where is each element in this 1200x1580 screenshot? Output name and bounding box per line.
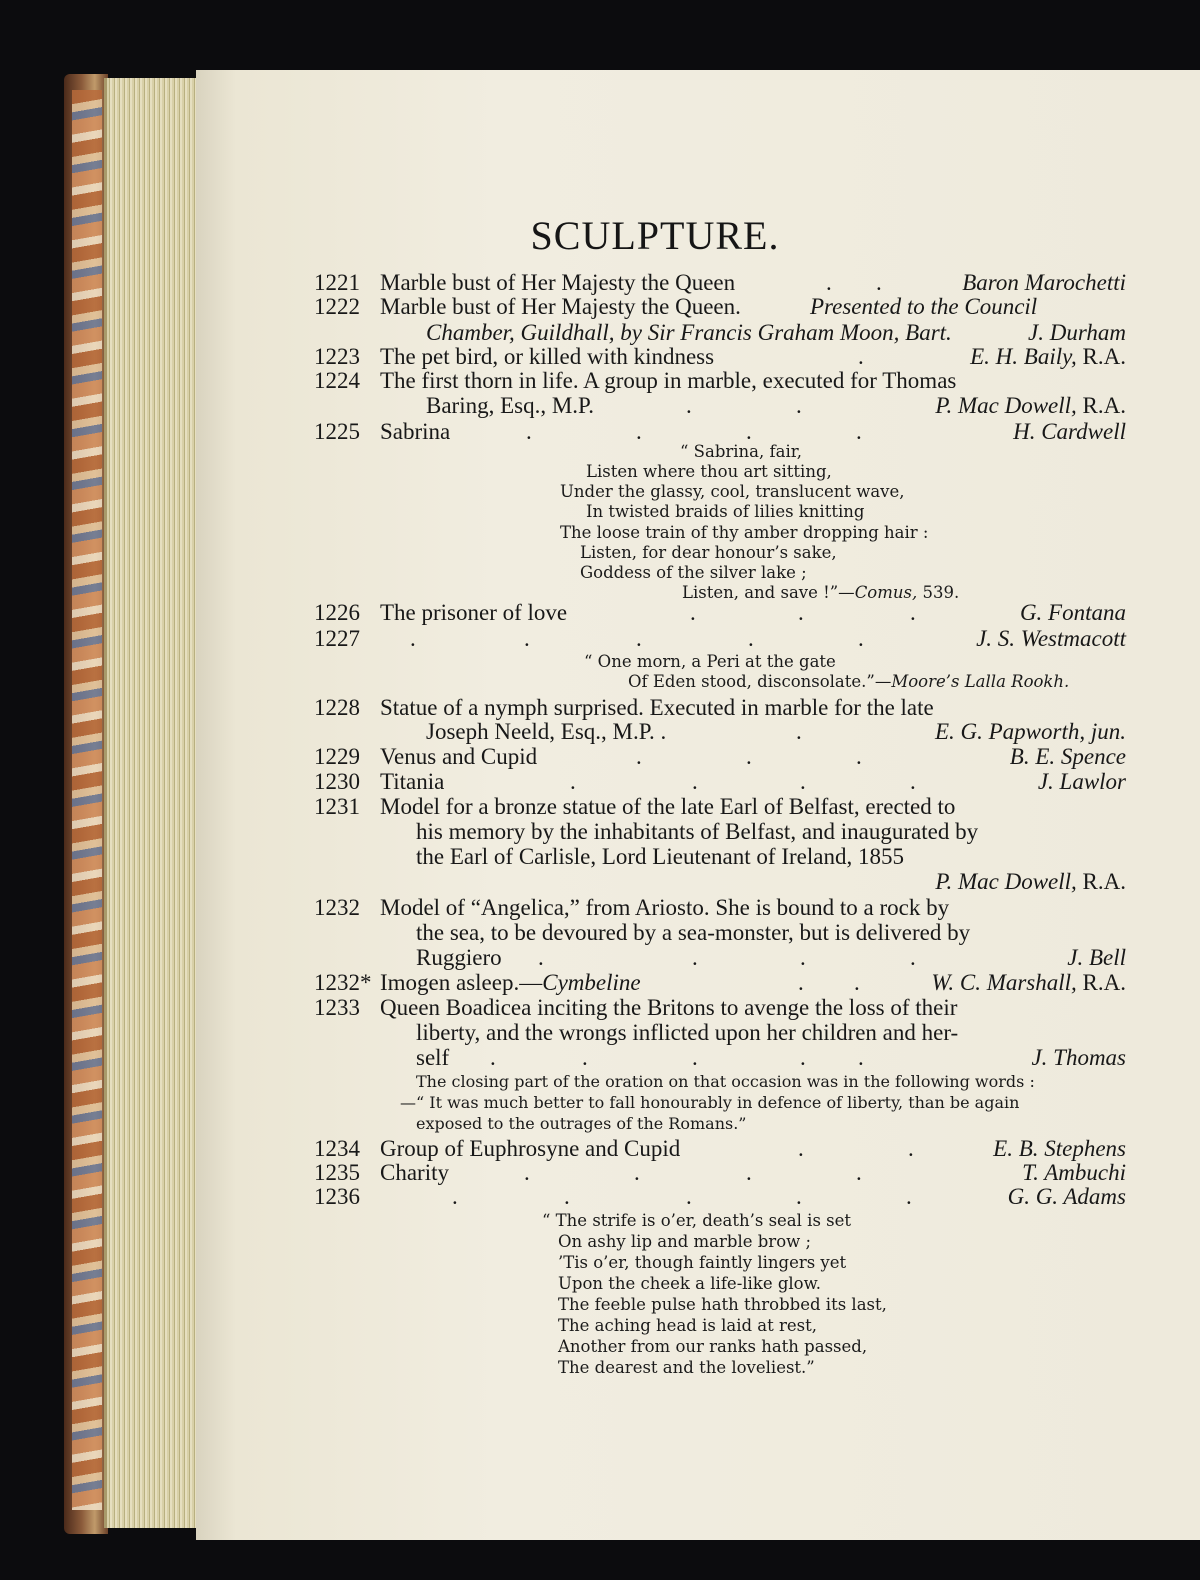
entry-artist: E. G. Papworth, jun.	[934, 719, 1126, 744]
entry-1226	[314, 600, 1126, 626]
entry-title-cont: self	[416, 1045, 450, 1070]
quote-line: The feeble pulse hath throbbed its last,	[558, 1295, 887, 1314]
leader-dot: .	[910, 945, 916, 970]
leader-dot: .	[582, 1045, 588, 1070]
quote-line: “ Sabrina, fair,	[680, 442, 803, 461]
leader-dot: .	[798, 1136, 804, 1161]
quote-line: Goddess of the silver lake ;	[580, 563, 807, 582]
entry-number: 1223	[314, 344, 360, 369]
leader-dot: .	[570, 769, 576, 794]
entry-1232-cont	[314, 945, 1126, 971]
leader-dot: .	[524, 626, 530, 651]
leader-dot: .	[692, 1045, 698, 1070]
leader-dot: .	[746, 1160, 752, 1185]
quote-line: Listen, for dear honour’s sake,	[580, 543, 837, 562]
entry-1231	[314, 794, 1126, 820]
entry-artist: G. G. Adams	[1007, 1184, 1126, 1209]
entry-number: 1232	[314, 895, 360, 920]
entry-number: 1234	[314, 1136, 360, 1161]
entry-title: Queen Boadicea inciting the Britons to avenge the loss of their	[380, 995, 958, 1020]
entry-1233	[314, 995, 1126, 1021]
entry-artist: Baron Marochetti	[962, 270, 1126, 295]
entry-title-cont: Joseph Neeld, Esq., M.P. .	[426, 719, 667, 744]
quote-line: Listen where thou art sitting,	[586, 462, 832, 481]
entry-number: 1233	[314, 995, 360, 1020]
entry-1231-artist	[314, 869, 1126, 895]
entry-artist: J. Lawlor	[1037, 769, 1126, 794]
leader-dot: .	[636, 744, 642, 769]
entry-number: 1222	[314, 294, 360, 319]
quote-line: Another from our ranks hath passed,	[558, 1337, 868, 1356]
entry-number: 1231	[314, 794, 360, 819]
entry-1231-cont	[314, 819, 1126, 845]
entry-artist: H. Cardwell	[1013, 419, 1126, 444]
entry-artist: B. E. Spence	[1009, 744, 1126, 769]
entry-title-cont: Ruggiero	[416, 945, 502, 970]
entry-title-cont: Baring, Esq., M.P.	[426, 393, 595, 418]
leader-dot: .	[526, 419, 532, 444]
leader-dot: .	[636, 626, 642, 651]
leader-dot: .	[524, 1160, 530, 1185]
entry-artist: T. Ambuchi	[1022, 1160, 1126, 1185]
entry-artist: J. Thomas	[1031, 1045, 1126, 1070]
entry-artist: E. H. Baily, R.A.	[970, 344, 1126, 369]
entry-1224	[314, 368, 1126, 394]
entry-title: The prisoner of love	[380, 600, 568, 625]
leader-dot: .	[490, 1045, 496, 1070]
leader-dot: .	[908, 1136, 914, 1161]
marbled-endpaper	[72, 90, 102, 1510]
leader-dot: .	[796, 1184, 802, 1209]
entry-title: The pet bird, or killed with kindness	[380, 344, 715, 369]
quote-line: “ One morn, a Peri at the gate	[584, 652, 836, 671]
leader-dot: .	[800, 769, 806, 794]
page-stack-edge	[104, 78, 203, 1528]
leader-dot: .	[800, 1045, 806, 1070]
leader-dot: .	[826, 270, 832, 295]
entry-number: 1226	[314, 600, 360, 625]
entry-title: Titania	[380, 769, 445, 794]
entry-title: Statue of a nymph surprised. Executed in marble for the late	[380, 695, 934, 720]
entry-title-cont: the sea, to be devoured by a sea-monster, but is delivered by	[416, 920, 971, 945]
entry-1233-cont	[314, 1020, 1126, 1046]
entry-1222	[314, 294, 1126, 320]
entry-number: 1232*	[314, 970, 372, 995]
leader-dot: .	[634, 1160, 640, 1185]
entry-title: Model for a bronze statue of the late Earl of Belfast, erected to	[380, 794, 956, 819]
entry-1234	[314, 1136, 1126, 1162]
entry-title: The first thorn in life. A group in marble, executed for Thomas	[380, 368, 957, 393]
leader-dot: .	[410, 626, 416, 651]
quote-line: Under the glassy, cool, translucent wave,	[560, 482, 905, 501]
leader-dot: .	[876, 270, 882, 295]
entry-title: Imogen asleep.—Cymbeline	[380, 970, 641, 995]
leader-dot: .	[746, 744, 752, 769]
leader-dot: .	[858, 626, 864, 651]
entry-number: 1227	[314, 626, 360, 651]
quote-line-attribution: Listen, and save !”—Comus, 539.	[682, 583, 960, 602]
entry-title-cont: liberty, and the wrongs inflicted upon her children and her-	[416, 1020, 959, 1045]
entry-1232-cont	[314, 920, 1126, 946]
entry-artist: G. Fontana	[1019, 600, 1126, 625]
entry-number: 1229	[314, 744, 360, 769]
sculpture-heading: SCULPTURE.	[530, 213, 780, 258]
entry-1230	[314, 769, 1126, 795]
entry-title-cont: the Earl of Carlisle, Lord Lieutenant of Ireland, 1855	[416, 844, 904, 869]
leader-dot: .	[748, 626, 754, 651]
note-line: exposed to the outrages of the Romans.”	[416, 1114, 747, 1133]
note-line: —“ It was much better to fall honourably in defence of liberty, than be again	[400, 1093, 1020, 1112]
entry-artist: J. Durham	[1028, 320, 1126, 345]
entry-1232	[314, 895, 1126, 921]
quote-line: In twisted braids of lilies knitting	[586, 502, 865, 521]
quote-line: Upon the cheek a life-like glow.	[558, 1274, 822, 1293]
entry-artist: P. Mac Dowell, R.A.	[935, 869, 1126, 894]
quote-line: “ The strife is o’er, death’s seal is set	[542, 1211, 852, 1230]
quote-line: The dearest and the loveliest.”	[558, 1358, 815, 1377]
entry-artist: E. B. Stephens	[993, 1136, 1126, 1161]
leader-dot: .	[538, 945, 544, 970]
entry-title: Model of “Angelica,” from Ariosto. She is bound to a rock by	[380, 895, 950, 920]
entry-1236	[314, 1184, 1126, 1210]
quote-line-attribution: Of Eden stood, disconsolate.”—Moore’s Lalla Rookh.	[628, 672, 1070, 691]
leader-dot: .	[636, 419, 642, 444]
entry-number: 1235	[314, 1160, 360, 1185]
leader-dot: .	[692, 769, 698, 794]
leader-dot: .	[796, 393, 802, 418]
note-line: The closing part of the oration on that occasion was in the following words :	[416, 1072, 1035, 1091]
leader-dot: .	[800, 945, 806, 970]
entry-artist: P. Mac Dowell, R.A.	[935, 393, 1126, 418]
leader-dot: .	[746, 419, 752, 444]
entry-number: 1225	[314, 419, 360, 444]
entry-title-cont: his memory by the inhabitants of Belfast, and inaugurated by	[416, 819, 979, 844]
entry-1221	[314, 270, 1126, 296]
entry-artist: J. Bell	[1067, 945, 1126, 970]
leader-dot: .	[856, 1160, 862, 1185]
entry-1222-cont	[314, 320, 1126, 346]
entry-title: Venus and Cupid	[380, 744, 538, 769]
leader-dot: .	[906, 1184, 912, 1209]
entry-1232-star	[314, 970, 1126, 996]
leader-dot: .	[798, 970, 804, 995]
leader-dot: .	[910, 769, 916, 794]
leader-dot: .	[686, 1184, 692, 1209]
entry-note: Presented to the Council	[810, 294, 1038, 319]
leader-dot: .	[690, 600, 696, 625]
entry-title: Sabrina	[380, 419, 451, 444]
entry-1227	[314, 626, 1126, 652]
entry-title: Charity	[380, 1160, 449, 1185]
leader-dot: .	[858, 1045, 864, 1070]
entry-1229	[314, 744, 1126, 770]
entry-number: 1236	[314, 1184, 360, 1209]
entry-number: 1228	[314, 695, 360, 720]
quote-line: On ashy lip and marble brow ;	[558, 1232, 812, 1251]
entry-1223	[314, 344, 1126, 370]
leader-dot: .	[856, 744, 862, 769]
entry-note-cont: Chamber, Guildhall, by Sir Francis Graham Moon, Bart.	[426, 320, 952, 345]
entry-1235	[314, 1160, 1126, 1186]
quote-line: ’Tis o’er, though faintly lingers yet	[558, 1253, 847, 1272]
entry-artist: J. S. Westmacott	[976, 626, 1126, 651]
leader-dot: .	[686, 393, 692, 418]
entry-1228-cont	[314, 719, 1126, 745]
entry-artist: W. C. Marshall, R.A.	[931, 970, 1126, 995]
entry-number: 1230	[314, 769, 360, 794]
entry-1233-cont	[314, 1045, 1126, 1071]
leader-dot: .	[452, 1184, 458, 1209]
entry-title: Marble bust of Her Majesty the Queen.	[380, 294, 741, 319]
entry-title: Group of Euphrosyne and Cupid	[380, 1136, 681, 1161]
quote-line: The aching head is laid at rest,	[558, 1316, 817, 1335]
leader-dot: .	[910, 600, 916, 625]
leader-dot: .	[692, 945, 698, 970]
leader-dot: .	[858, 344, 864, 369]
leader-dot: .	[854, 970, 860, 995]
leader-dot: .	[796, 719, 802, 744]
entry-number: 1224	[314, 368, 360, 393]
quote-line: The loose train of thy amber dropping hair :	[560, 523, 929, 542]
entry-1228	[314, 695, 1126, 721]
entry-title: Marble bust of Her Majesty the Queen	[380, 270, 736, 295]
entry-number: 1221	[314, 270, 360, 295]
leader-dot: .	[564, 1184, 570, 1209]
entry-1231-cont	[314, 844, 1126, 870]
entry-1224-cont	[314, 393, 1126, 419]
leader-dot: .	[798, 600, 804, 625]
leader-dot: .	[856, 419, 862, 444]
